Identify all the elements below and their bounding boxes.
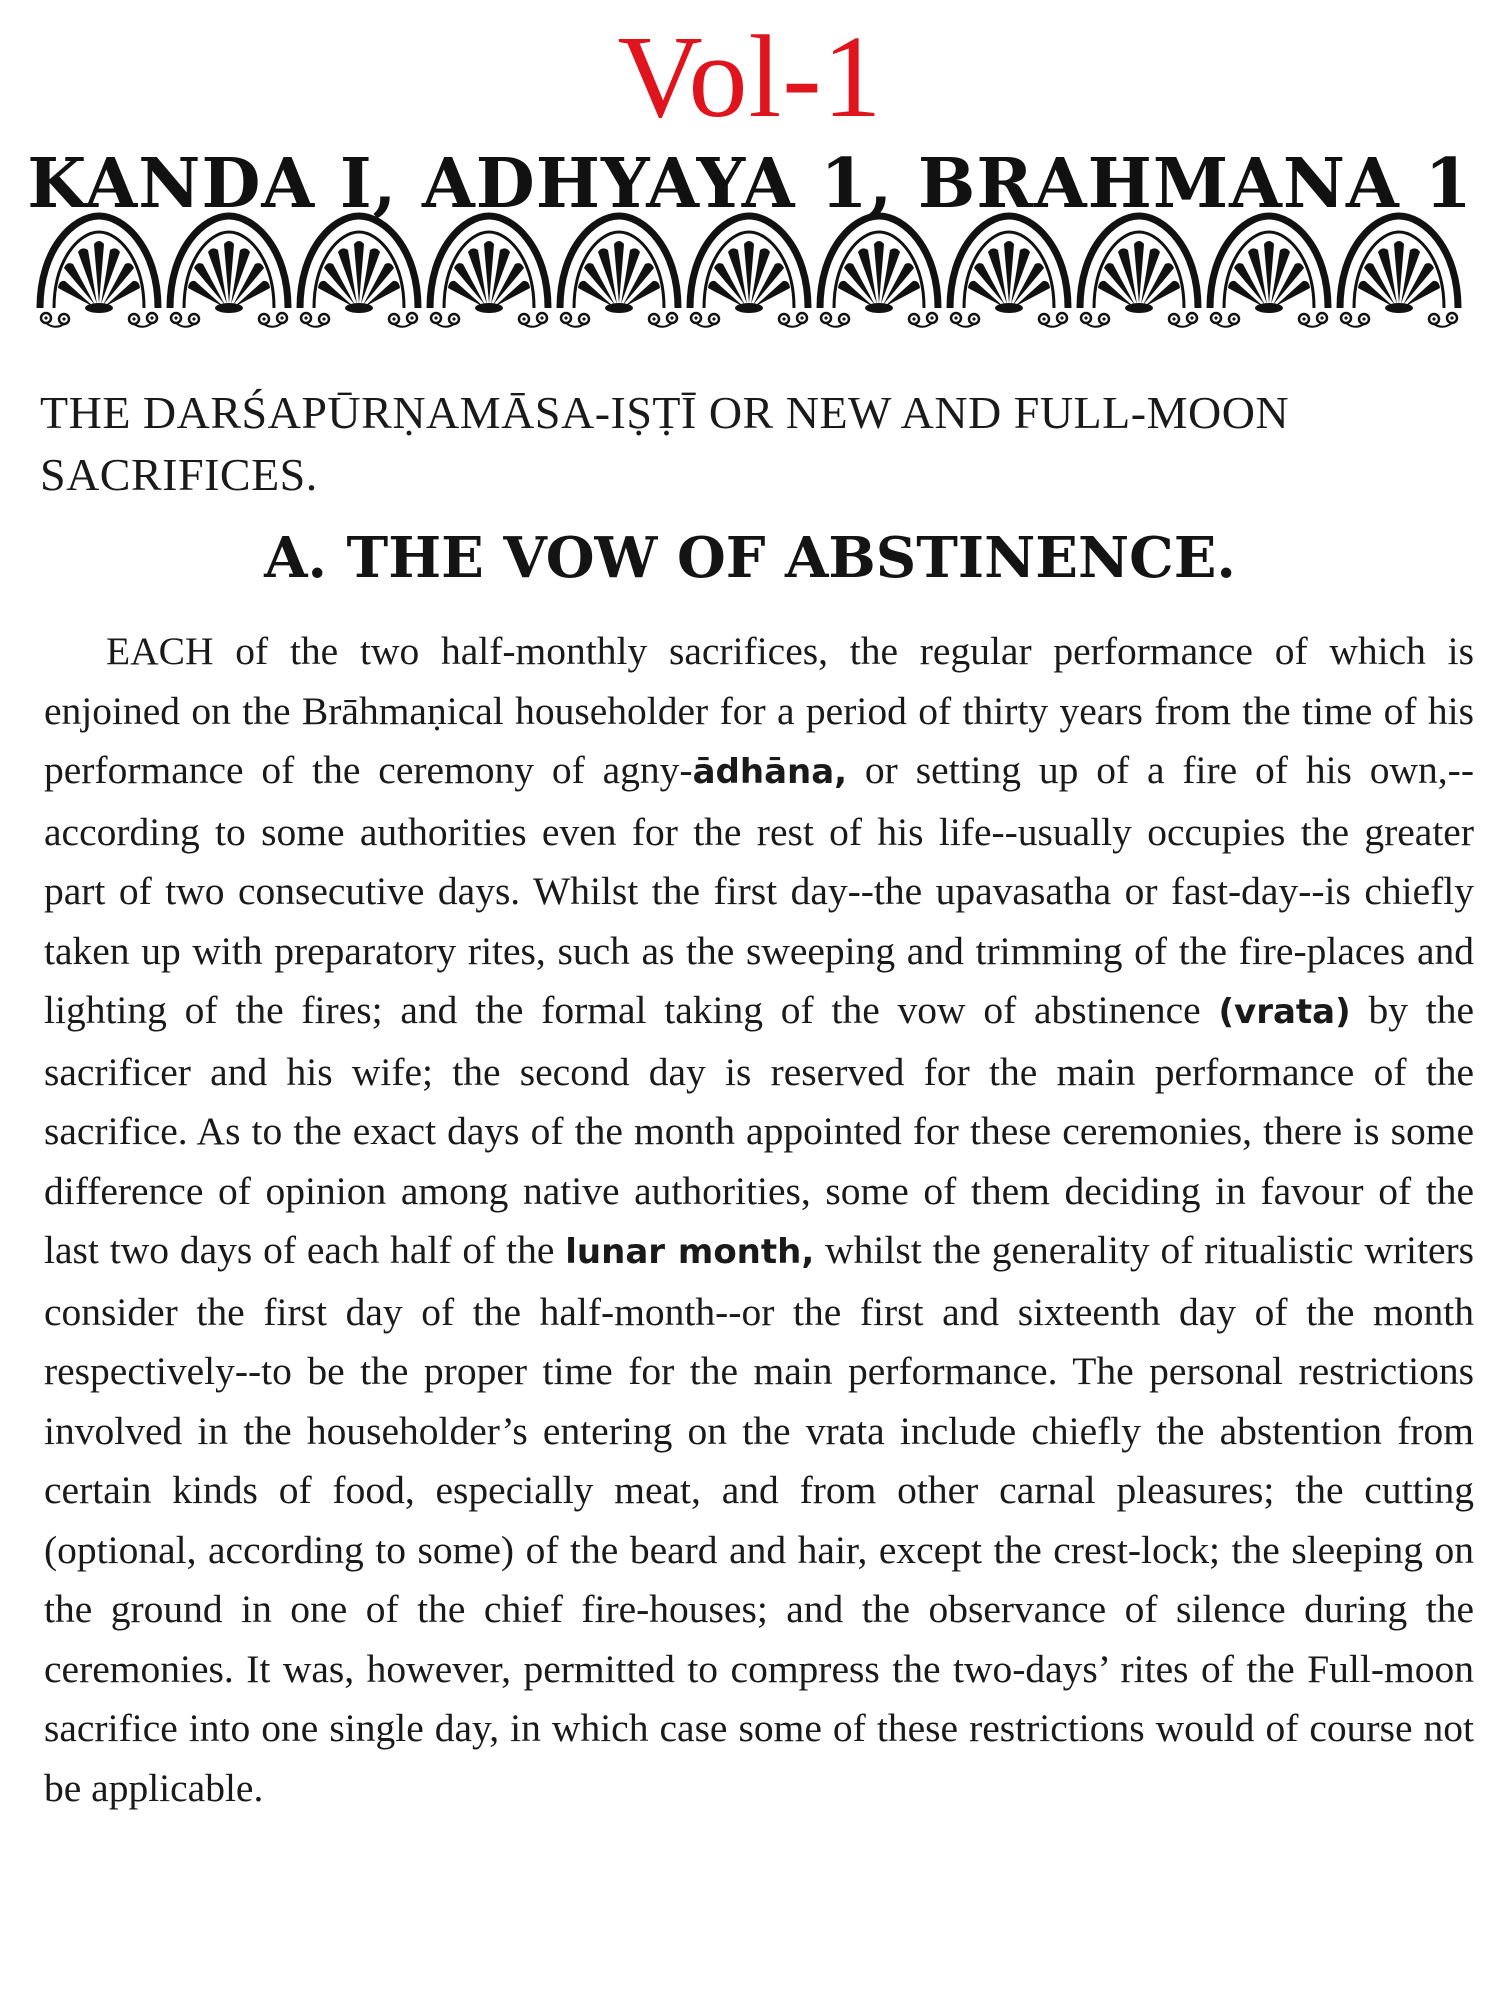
volume-label: Vol-1 (617, 11, 883, 142)
term-lunar-month: lunar month, (565, 1232, 815, 1272)
paragraph-text: by the sacrificer and his wife; the second day is reserved for the main performance of the sacrifice. As to the exact days of the month appointed for these ceremonies, there is some difference of opinion among native authorities, some of them deciding in favour of the last two days of each half of the (44, 988, 1474, 1272)
kanda-title: KANDA I, ADHYAYA 1, BRAHMANA 1 (27, 144, 1473, 224)
paragraph-text: or setting up of a fire of his own,--according to some authorities even for the rest of his life--usually occupies the greater part of two consecutive days. Whilst the first day--the upavasatha or fast-day--is chiefly taken up with preparatory rites, such as the sweeping and trimming of the fire-places and lighting of the fires; and the formal taking of the vow of abstinence (44, 748, 1474, 1032)
chapter-subtitle: THE DARŚAPŪRṆAMĀSA-IṢṬĪ OR NEW AND FULL-MOON SACRIFICES. (40, 387, 1290, 500)
paragraph-text: whilst the generality of ritualistic writers consider the first day of the half-month--or the first and sixteenth day of the month respectively--to be the proper time for the main performance. The personal restrictions involved in the householder’s entering on the vrata include chiefly the abstention from certain kinds of food, especially meat, and from other carnal pleasures; the cutting (optional, according to some) of the beard and hair, except the crest-lock; the sleeping on the ground in one of the chief fire-houses; and the observance of silence during the ceremonies. It was, however, permitted to compress the two-days’ rites of the Full-moon sacrifice into one single day, in which case some of these restrictions would of course not be applicable. (44, 1228, 1475, 1810)
term-adhana: ādhāna, (692, 752, 848, 792)
term-vrata: (vrata) (1218, 992, 1351, 1032)
section-heading: A. THE VOW OF ABSTINENCE. (264, 525, 1236, 591)
body-paragraph (44, 622, 1474, 1818)
palmette-border-icon (34, 208, 1466, 328)
paragraph-text: EACH of the two half-monthly sacrifices, the regular performance of which is enjoined on the Brāhmaṇical householder for a period of thirty years from the time of his performance of the ceremony of agny- (44, 629, 1474, 792)
